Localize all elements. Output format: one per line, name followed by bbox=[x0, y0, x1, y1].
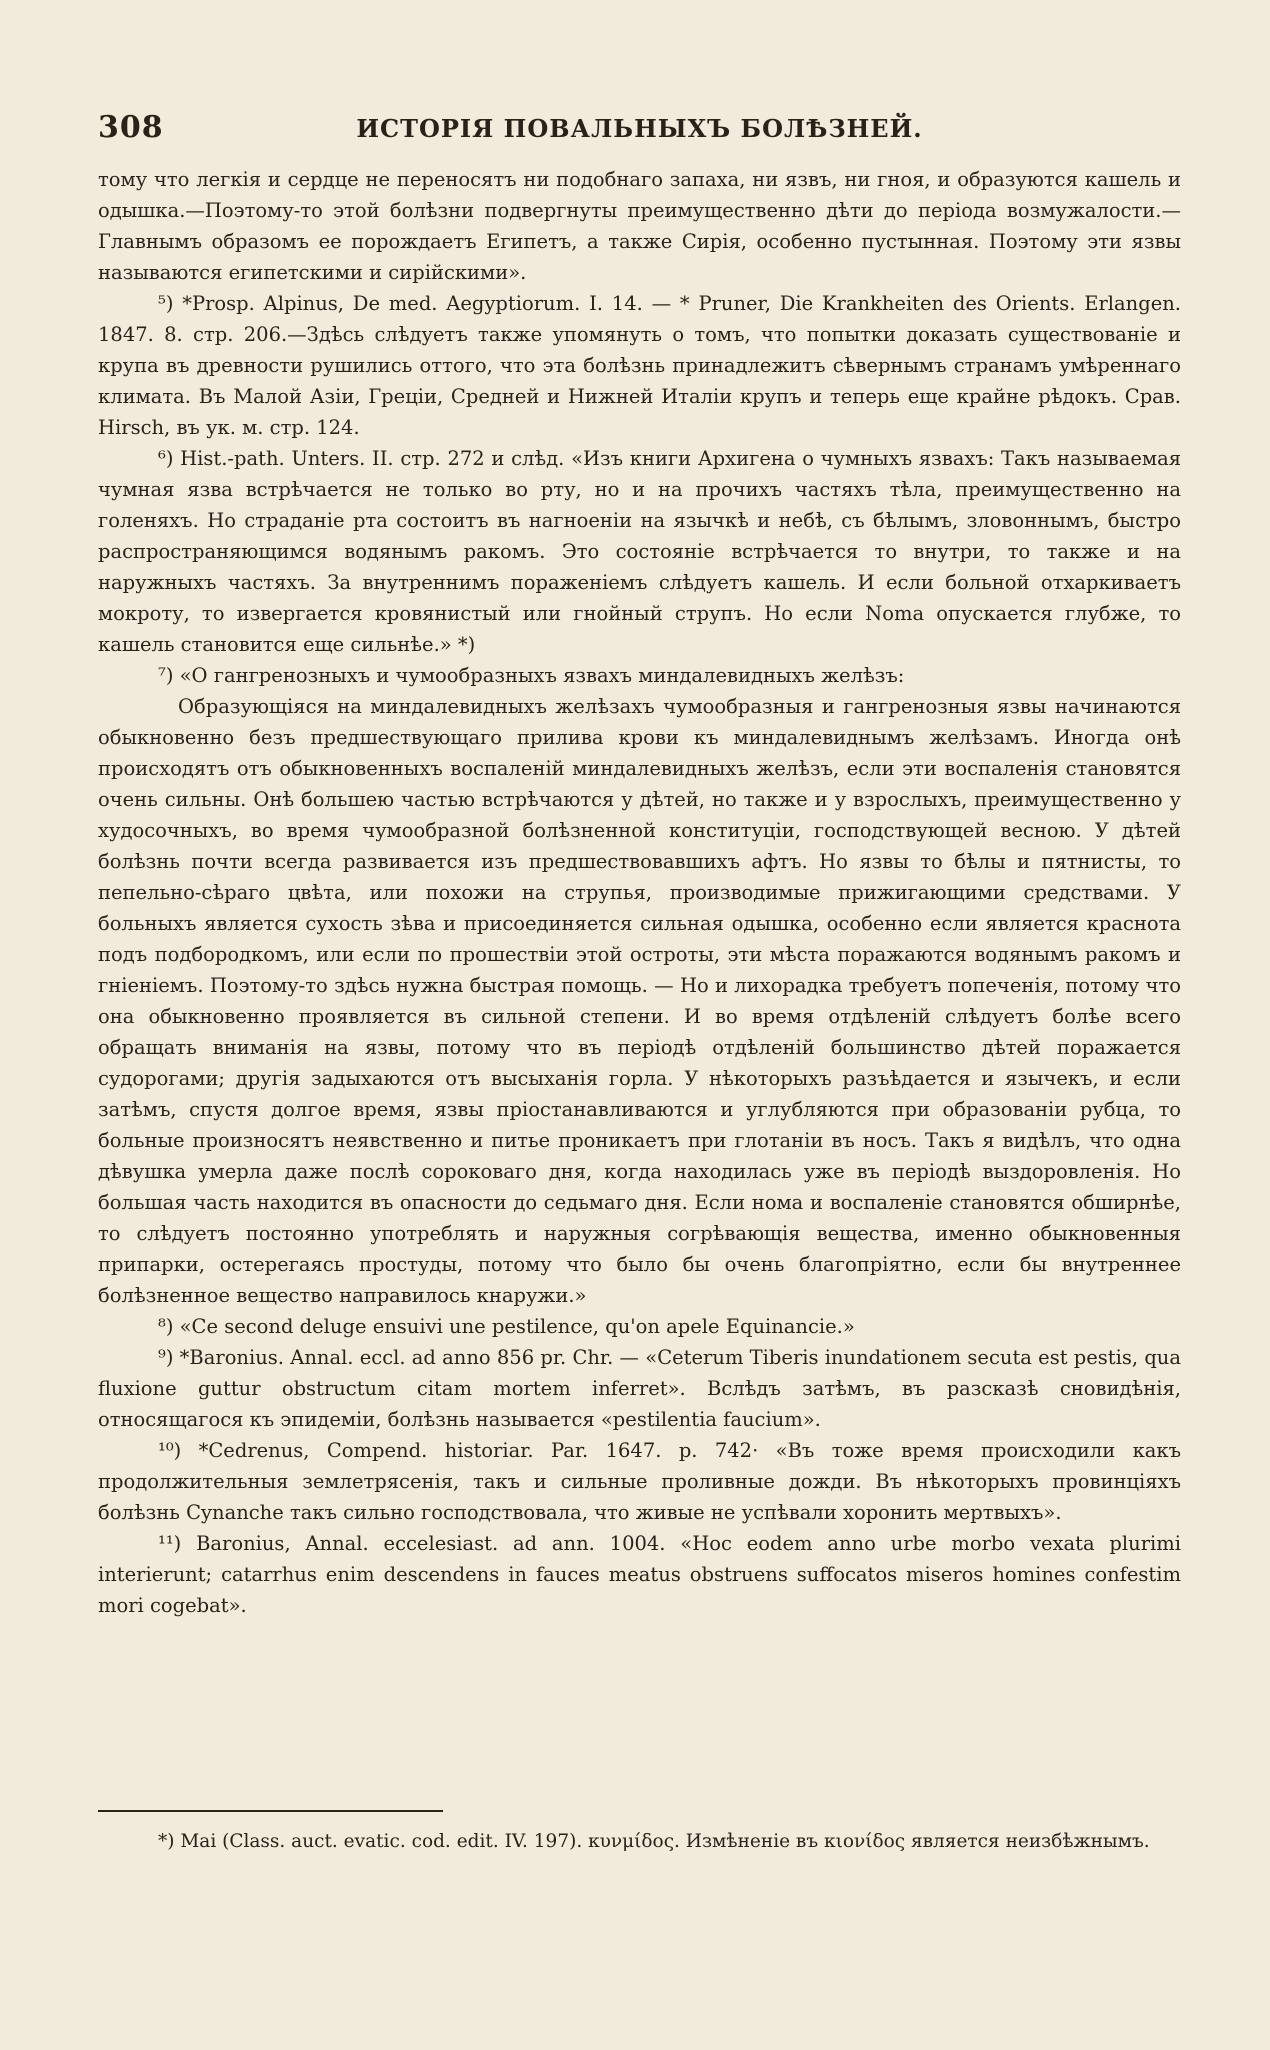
footnote bbox=[98, 1826, 1181, 1857]
running-head: ИСТОРІЯ ПОВАЛЬНЫХЪ БОЛѢЗНЕЙ. bbox=[356, 114, 923, 143]
body-text bbox=[98, 164, 1181, 1621]
note-10: ¹⁰) *Cedrenus, Compend. historiar. Par. 1647. p. 742· «Въ тоже время происходили какъ продолжительныя землетрясенія, такъ и сильные проливные дожди. Въ нѣкоторыхъ провинціяхъ болѣзнь Cynanche такъ сильно господствовала, что живые не успѣвали хоронить мертвыхъ». bbox=[98, 1439, 1181, 1524]
note-5: ⁵) *Prosp. Alpinus, De med. Aegyptiorum. I. 14. — * Pruner, Die Krankheiten des Orients. Erlangen. 1847. 8. стр. 206.—Здѣсь слѣдуетъ также упомянуть о томъ, что попытки доказать существованіе и крупа въ древности рушились оттого, что эта болѣзнь принадлежитъ сѣвернымъ странамъ умѣреннаго климата. Въ Малой Азіи, Греціи, Средней и Нижней Италіи крупъ и теперь еще крайне рѣдокъ. Срав. Hirsch, въ ук. м. стр. 124. bbox=[98, 292, 1181, 439]
page-number: 308 bbox=[98, 110, 164, 145]
note-7-body: Образующіяся на миндалевидныхъ желѣзахъ чумообразныя и гангренозныя язвы начинаются обыкновенно безъ предшествующаго прилива крови къ миндалевиднымъ желѣзамъ. Иногда онѣ происходятъ отъ обыкновенныхъ воспаленій миндалевидныхъ желѣзъ, если эти воспаленія становятся очень сильны. Онѣ большею частью встрѣчаются у дѣтей, но также и у взрослыхъ, преимущественно у худосочныхъ, во время чумообразной болѣзненной конституціи, господствующей весною. У дѣтей болѣзнь почти всегда развивается изъ предшествовавшихъ афтъ. Но язвы то бѣлы и пятнисты, то пепельно-сѣраго цвѣта, или похожи на струпья, производимые прижигающими средствами. У больныхъ является сухость зѣва и присоединяется сильная одышка, особенно если является краснота подъ подбородкомъ, или если по прошествіи этой остроты, эти мѣста поражаются водянымъ ракомъ и гніеніемъ. Поэтому-то здѣсь нужна быстрая помощь. — Но и лихорадка требуетъ попеченія, потому что она обыкновенно проявляется въ сильной степени. И во время отдѣленій слѣдуетъ болѣе всего обращать вниманія на язвы, потому что въ періодѣ отдѣленій большинство дѣтей поражается судорогами; другія задыхаются отъ высыханія горла. У нѣкоторыхъ разъѣдается и язычекъ, и если затѣмъ, спустя долгое время, язвы пріостанавливаются и углубляются при образованіи рубца, то больные произносятъ неявственно и питье проникаетъ при глотаніи въ носъ. Такъ я видѣлъ, что одна дѣвушка умерла даже послѣ сороковаго дня, когда находилась уже въ періодѣ выздоровленія. Но большая часть находится въ опасности до седьмаго дня. Если нома и воспаленіе становятся обширнѣе, то слѣдуетъ постоянно употреблять и наружныя согрѣвающія вещества, именно обыкновенныя припарки, остерегаясь простуды, потому что было бы очень благопріятно, если бы внутреннее болѣзненное вещество направилось кнаружи.» bbox=[98, 695, 1181, 1307]
note-11: ¹¹) Baronius, Annal. eccelesiast. ad ann. 1004. «Hoc eodem anno urbe morbo vexata plurimi interierunt; catarrhus enim descendens in fauces meatus obstruens suffocatos miseros homines confestim mori cogebat». bbox=[98, 1532, 1181, 1617]
paragraph-continuation: тому что легкія и сердце не переносятъ ни подобнаго запаха, ни язвъ, ни гноя, и образуются кашель и одышка.—Поэтому-то этой болѣзни подвергнуты преимущественно дѣти до періода возмужалости.—Главнымъ образомъ ее порождаетъ Египетъ, а также Сирія, особенно пустынная. Поэтому эти язвы называются египетскими и сирійскими». bbox=[98, 168, 1181, 284]
footnote-text: *) Mai (Class. auct. evatic. cod. edit. IV. 197). κυνμίδος. Измѣненіе въ κιονίδος является неизбѣжнымъ. bbox=[158, 1831, 1150, 1852]
note-8: ⁸) «Ce second deluge ensuivi une pestilence, qu'on apele Equinancie.» bbox=[158, 1315, 855, 1338]
note-6: ⁶) Hist.-path. Unters. II. стр. 272 и слѣд. «Изъ книги Архигена о чумныхъ язвахъ: Такъ называемая чумная язва встрѣчается не только во рту, но и на прочихъ частяхъ тѣла, преимущественно на голеняхъ. Но страданіе рта состоитъ въ нагноеніи на язычкѣ и небѣ, съ бѣлымъ, зловоннымъ, быстро распространяющимся водянымъ ракомъ. Это состояніе встрѣчается то внутри, то также и на наружныхъ частяхъ. За внутреннимъ пораженіемъ слѣдуетъ кашель. И если больной отхаркиваетъ мокроту, то извергается кровянистый или гнойный струпъ. Но если Noma опускается глубже, то кашель становится еще сильнѣе.» *) bbox=[98, 447, 1181, 656]
page-header bbox=[98, 110, 1181, 150]
footnote-divider bbox=[98, 1810, 443, 1812]
note-7-heading: ⁷) «О гангренозныхъ и чумообразныхъ язвахъ миндалевидныхъ желѣзъ: bbox=[158, 664, 905, 687]
note-9: ⁹) *Baronius. Annal. eccl. ad anno 856 pr. Chr. — «Ceterum Tiberis inundationem secuta est pestis, qua fluxione guttur obstructum citam mortem inferret». Вслѣдъ затѣмъ, въ разсказѣ сновидѣнія, относящагося къ эпидеміи, болѣзнь называется «pestilentia faucium». bbox=[98, 1346, 1181, 1431]
